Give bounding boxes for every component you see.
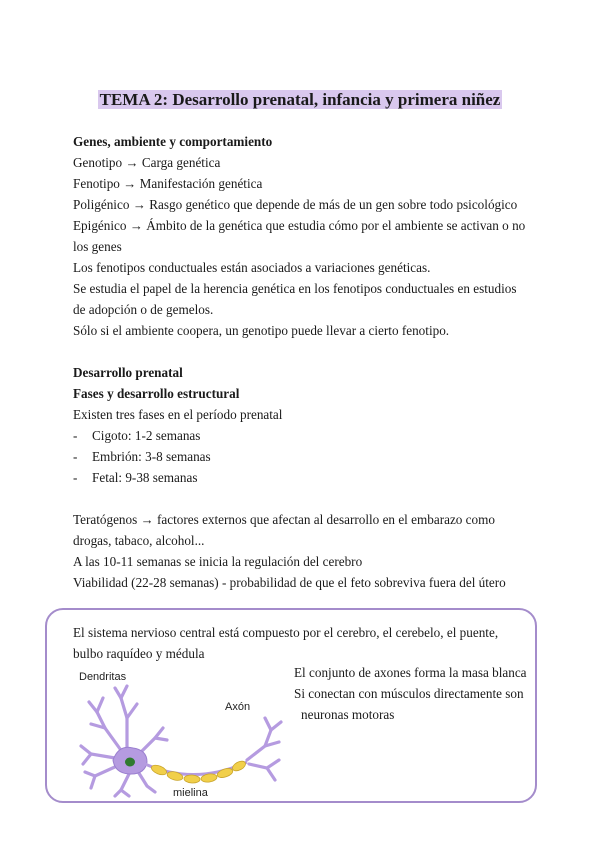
list-item: - Embrión: 3-8 semanas xyxy=(73,446,543,467)
note-line: El conjunto de axones forma la masa blanca xyxy=(294,665,527,680)
genes-line: los genes xyxy=(73,239,122,254)
genes-line: Sólo si el ambiente coopera, un genotipo puede llevar a cierto fenotipo. xyxy=(73,323,450,338)
nervous-system-box xyxy=(45,608,537,803)
genes-line: Poligénico → Rasgo genético que depende de más de un gen sobre todo psicológico xyxy=(73,197,518,212)
list-item: - Cigoto: 1-2 semanas xyxy=(73,425,543,446)
label-axon: Axón xyxy=(225,701,251,713)
phases-list xyxy=(73,425,543,488)
page-title-text: TEMA 2: Desarrollo prenatal, infancia y primera niñez xyxy=(99,90,501,109)
prenatal-line: drogas, tabaco, alcohol... xyxy=(73,533,205,548)
nucleus xyxy=(125,758,135,767)
prenatal-line: Viabilidad (22-28 semanas) - probabilidad de que el feto sobreviva fuera del útero xyxy=(73,575,506,590)
prenatal-line: A las 10-11 semanas se inicia la regulación del cerebro xyxy=(73,554,363,569)
genes-line: Genotipo → Carga genética xyxy=(73,155,221,170)
document-body xyxy=(73,131,543,593)
spacer xyxy=(73,341,543,362)
neuron-diagram xyxy=(75,668,305,798)
section-heading-genes: Genes, ambiente y comportamiento xyxy=(73,134,273,149)
genes-line: Los fenotipos conductuales están asociados a variaciones genéticas. xyxy=(73,260,431,275)
subsection-heading-phases: Fases y desarrollo estructural xyxy=(73,386,240,401)
section-heading-prenatal: Desarrollo prenatal xyxy=(73,365,183,380)
list-item: - Fetal: 9-38 semanas xyxy=(73,467,543,488)
genes-line: de adopción o de gemelos. xyxy=(73,302,214,317)
box-notes xyxy=(294,662,534,725)
genes-line: Epigénico → Ámbito de la genética que estudia cómo por el ambiente se activan o no xyxy=(73,218,526,233)
label-dendritas: Dendritas xyxy=(79,671,127,683)
note-line: Si conectan con músculos directamente son xyxy=(294,686,524,701)
genes-line: Se estudia el papel de la herencia genética en los fenotipos conductuales en estudios xyxy=(73,281,517,296)
phases-intro: Existen tres fases en el período prenatal xyxy=(73,407,283,422)
genes-line: Fenotipo → Manifestación genética xyxy=(73,176,263,191)
page-title xyxy=(0,88,600,112)
box-intro-text: El sistema nervioso central está compuesto por el cerebro, el cerebelo, el puente, bulbo raquídeo y médula xyxy=(73,625,499,661)
note-line: neuronas motoras xyxy=(301,707,395,722)
myelin-sheath xyxy=(150,759,247,783)
spacer xyxy=(73,488,543,509)
label-mielina: mielina xyxy=(173,787,208,798)
prenatal-line: Teratógenos → factores externos que afectan al desarrollo en el embarazo como xyxy=(73,512,495,527)
